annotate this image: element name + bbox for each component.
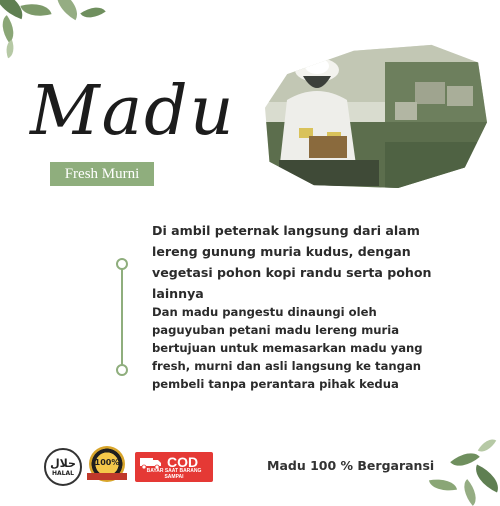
timeline-dot-bottom (116, 364, 128, 376)
brand-tagline: Fresh Murni (50, 162, 154, 186)
guarantee-text: Madu 100 % Bergaransi (267, 458, 435, 473)
halal-label: HALAL (52, 469, 74, 477)
brand-title: Madu (30, 72, 236, 151)
leaf-icon (20, 0, 51, 21)
leaf-icon (50, 0, 85, 20)
leaf-icon (457, 479, 482, 506)
halal-badge-icon (44, 448, 82, 486)
cod-badge (135, 452, 213, 482)
seal-ribbon (87, 473, 127, 480)
leaf-icon (478, 435, 497, 456)
guarantee-seal-icon (89, 446, 125, 482)
beekeeper-photo (265, 42, 487, 188)
leaf-icon (0, 15, 21, 43)
beekeeper-illustration (265, 42, 487, 188)
leaf-icon (80, 1, 105, 24)
guarantee-percent: 100% (94, 458, 120, 467)
leaf-icon (470, 464, 500, 492)
cod-subtext: BAYAR SAAT BARANG SAMPAI (146, 468, 202, 480)
description-paragraph-1: Di ambil peternak langsung dari alam lereng gunung muria kudus, dengan vegetasi pohon kopi randu serta pohon lainnya (152, 223, 432, 301)
timeline-line (121, 268, 123, 366)
halal-arabic-text: حلال (50, 456, 76, 470)
cod-label: COD (167, 454, 199, 470)
leaf-icon (3, 40, 18, 58)
description-paragraph-2: Dan madu pangestu dinaungi oleh paguyuban petani madu lereng muria bertujuan untuk memasarkan madu yang fresh, murni dan asli langsung ke tangan pembeli tanpa perantara pihak kedua (152, 305, 423, 391)
leaf-icon (429, 476, 457, 494)
